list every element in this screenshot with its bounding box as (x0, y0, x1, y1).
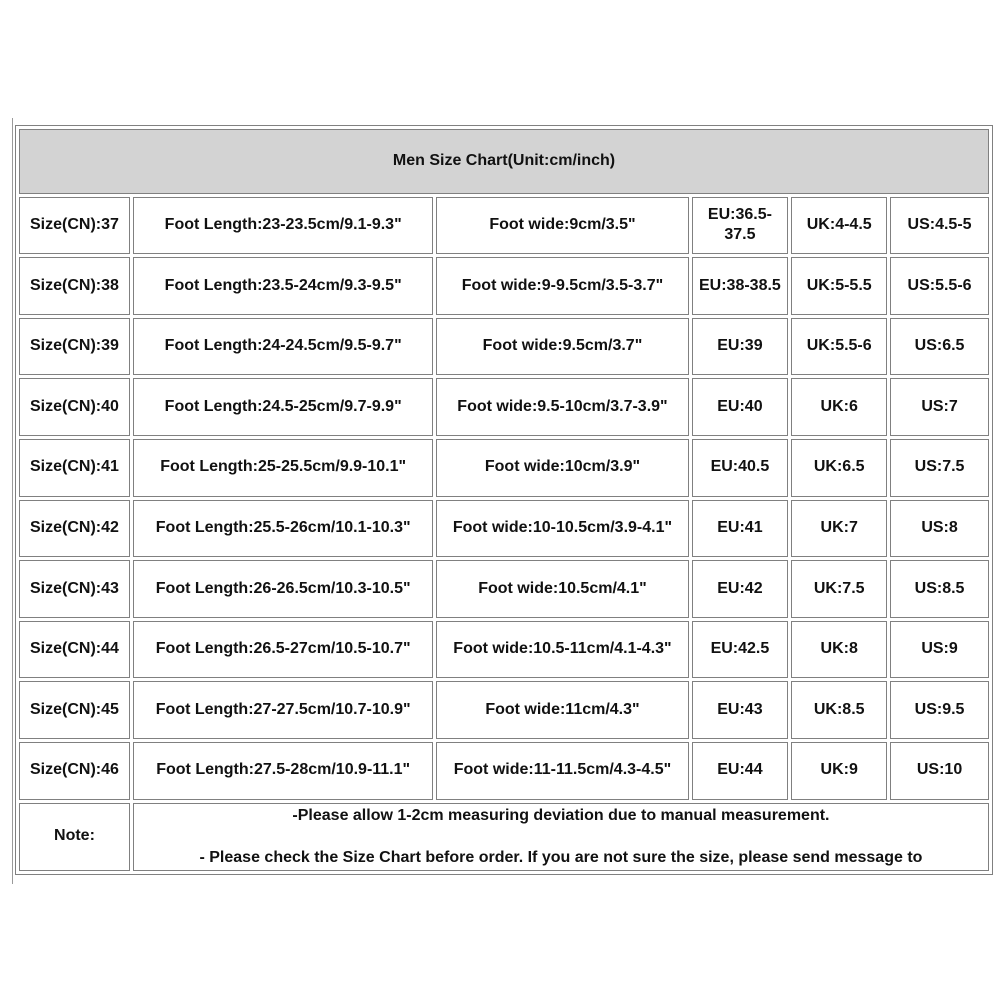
uk-size-cell: UK:5-5.5 (791, 257, 887, 315)
us-size-cell: US:8 (890, 500, 989, 558)
eu-size-cell: EU:44 (692, 742, 789, 800)
uk-size-cell: UK:8 (791, 621, 887, 679)
uk-size-cell: UK:4-4.5 (791, 197, 887, 255)
us-size-cell: US:9.5 (890, 681, 989, 739)
note-label: Note: (19, 803, 130, 871)
table-row (19, 439, 989, 497)
uk-size-cell: UK:5.5-6 (791, 318, 887, 376)
size-cn-cell: Size(CN):43 (19, 560, 130, 618)
eu-size-cell: EU:40 (692, 378, 789, 436)
size-cn-cell: Size(CN):37 (19, 197, 130, 255)
foot-wide-cell: Foot wide:11-11.5cm/4.3-4.5" (436, 742, 688, 800)
title-row (19, 129, 989, 194)
table-row (19, 318, 989, 376)
eu-size-cell: EU:40.5 (692, 439, 789, 497)
chart-title: Men Size Chart(Unit:cm/inch) (19, 129, 989, 194)
foot-wide-cell: Foot wide:10.5cm/4.1" (436, 560, 688, 618)
foot-length-cell: Foot Length:25-25.5cm/9.9-10.1" (133, 439, 434, 497)
uk-size-cell: UK:8.5 (791, 681, 887, 739)
size-cn-cell: Size(CN):44 (19, 621, 130, 679)
note-line-1: -Please allow 1-2cm measuring deviation due to manual measurement. (292, 806, 830, 824)
table-row (19, 742, 989, 800)
us-size-cell: US:7 (890, 378, 989, 436)
foot-length-cell: Foot Length:25.5-26cm/10.1-10.3" (133, 500, 434, 558)
foot-length-cell: Foot Length:24-24.5cm/9.5-9.7" (133, 318, 434, 376)
foot-wide-cell: Foot wide:10.5-11cm/4.1-4.3" (436, 621, 688, 679)
table-row (19, 621, 989, 679)
eu-size-cell: EU:36.5-37.5 (692, 197, 789, 255)
foot-length-cell: Foot Length:23.5-24cm/9.3-9.5" (133, 257, 434, 315)
eu-size-cell: EU:41 (692, 500, 789, 558)
foot-wide-cell: Foot wide:9cm/3.5" (436, 197, 688, 255)
note-text (133, 803, 989, 871)
us-size-cell: US:7.5 (890, 439, 989, 497)
us-size-cell: US:10 (890, 742, 989, 800)
foot-length-cell: Foot Length:27.5-28cm/10.9-11.1" (133, 742, 434, 800)
table-row (19, 560, 989, 618)
us-size-cell: US:4.5-5 (890, 197, 989, 255)
table-row (19, 681, 989, 739)
eu-size-cell: EU:42.5 (692, 621, 789, 679)
us-size-cell: US:9 (890, 621, 989, 679)
foot-wide-cell: Foot wide:9-9.5cm/3.5-3.7" (436, 257, 688, 315)
foot-length-cell: Foot Length:24.5-25cm/9.7-9.9" (133, 378, 434, 436)
note-line-2: - Please check the Size Chart before order. If you are not sure the size, please send message to (199, 849, 923, 867)
note-row (19, 803, 989, 871)
us-size-cell: US:8.5 (890, 560, 989, 618)
size-table (16, 126, 992, 874)
table-row (19, 378, 989, 436)
table-row (19, 257, 989, 315)
uk-size-cell: UK:7.5 (791, 560, 887, 618)
size-cn-cell: Size(CN):41 (19, 439, 130, 497)
uk-size-cell: UK:6.5 (791, 439, 887, 497)
table-row (19, 500, 989, 558)
eu-size-cell: EU:42 (692, 560, 789, 618)
left-border-line (12, 118, 13, 884)
size-cn-cell: Size(CN):42 (19, 500, 130, 558)
size-cn-cell: Size(CN):46 (19, 742, 130, 800)
us-size-cell: US:6.5 (890, 318, 989, 376)
size-cn-cell: Size(CN):45 (19, 681, 130, 739)
us-size-cell: US:5.5-6 (890, 257, 989, 315)
foot-wide-cell: Foot wide:9.5-10cm/3.7-3.9" (436, 378, 688, 436)
foot-length-cell: Foot Length:26-26.5cm/10.3-10.5" (133, 560, 434, 618)
foot-length-cell: Foot Length:26.5-27cm/10.5-10.7" (133, 621, 434, 679)
foot-wide-cell: Foot wide:10-10.5cm/3.9-4.1" (436, 500, 688, 558)
uk-size-cell: UK:9 (791, 742, 887, 800)
size-cn-cell: Size(CN):40 (19, 378, 130, 436)
table-row (19, 197, 989, 255)
size-cn-cell: Size(CN):38 (19, 257, 130, 315)
foot-length-cell: Foot Length:27-27.5cm/10.7-10.9" (133, 681, 434, 739)
foot-wide-cell: Foot wide:9.5cm/3.7" (436, 318, 688, 376)
foot-wide-cell: Foot wide:10cm/3.9" (436, 439, 688, 497)
foot-length-cell: Foot Length:23-23.5cm/9.1-9.3" (133, 197, 434, 255)
uk-size-cell: UK:6 (791, 378, 887, 436)
eu-size-cell: EU:43 (692, 681, 789, 739)
size-cn-cell: Size(CN):39 (19, 318, 130, 376)
foot-wide-cell: Foot wide:11cm/4.3" (436, 681, 688, 739)
eu-size-cell: EU:38-38.5 (692, 257, 789, 315)
size-chart (15, 125, 993, 875)
uk-size-cell: UK:7 (791, 500, 887, 558)
eu-size-cell: EU:39 (692, 318, 789, 376)
